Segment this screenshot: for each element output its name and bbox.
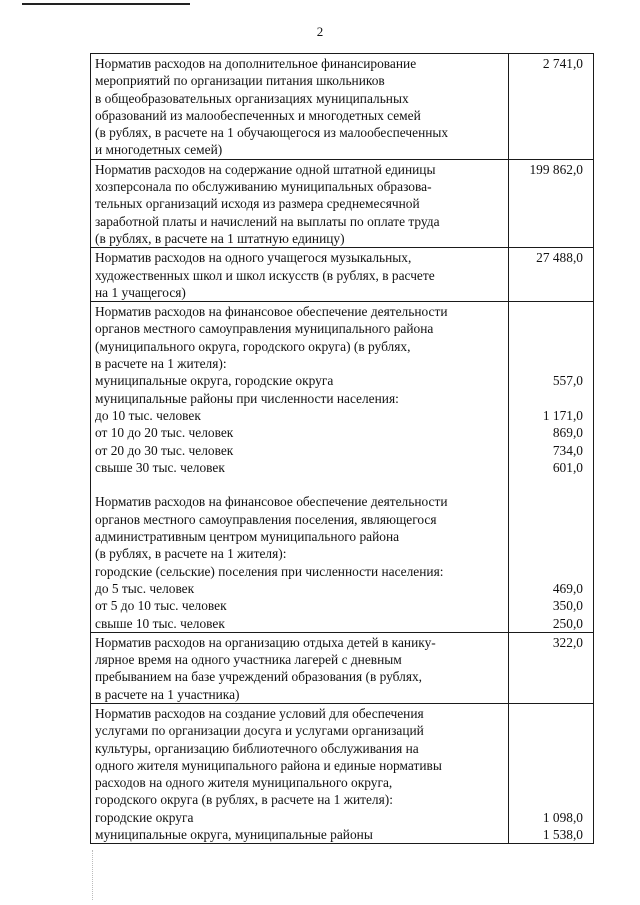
table-body	[91, 54, 594, 844]
blank-line	[513, 355, 583, 372]
table-row	[91, 703, 594, 843]
table-row	[91, 302, 594, 633]
blank-line	[513, 791, 583, 808]
blank-line	[513, 303, 583, 320]
description-line: Норматив расходов на дополнительное финансирование	[95, 56, 417, 71]
norm-value: 2 741,0	[542, 56, 583, 71]
description-line: Норматив расходов на финансовое обеспечение деятельности	[95, 304, 448, 320]
table-row	[91, 54, 594, 160]
description-line: от 5 до 10 тыс. человек	[95, 598, 227, 614]
top-rule	[22, 3, 190, 5]
description-line: тельных организаций исходя из размера среднемесячной	[95, 196, 420, 212]
norm-value: 869,0	[552, 425, 583, 441]
norm-description-cell	[91, 302, 509, 633]
description-line: административным центром муниципального района	[95, 529, 400, 545]
description-line: свыше 10 тыс. человек	[95, 615, 225, 631]
description-line: (в рублях, в расчете на 1 обучающегося из малообеспеченных	[95, 125, 449, 141]
norm-value-cell	[509, 632, 594, 703]
blank-line	[95, 476, 504, 493]
blank-line	[513, 338, 583, 355]
norm-value: 250,0	[552, 615, 583, 631]
description-line: от 10 до 20 тыс. человек	[95, 425, 234, 441]
description-line: на 1 учащегося)	[95, 284, 186, 300]
description-line: лярное время на одного участника лагерей с дневным	[95, 652, 402, 668]
description-line: до 10 тыс. человек	[95, 407, 201, 423]
description-line: (в рублях, в расчете на 1 жителя):	[95, 546, 287, 562]
blank-line	[513, 722, 583, 739]
norm-value-cell	[509, 159, 594, 247]
description-line: городского округа (в рублях, в расчете на 1 жителя):	[95, 792, 393, 808]
norm-description-cell	[91, 159, 509, 247]
norm-value: 1 098,0	[542, 809, 583, 825]
description-line: и многодетных семей)	[95, 142, 223, 158]
table-row	[91, 632, 594, 703]
description-line: городские округа	[95, 809, 194, 825]
table-row	[91, 248, 594, 302]
norm-value: 601,0	[552, 459, 583, 475]
description-line: муниципальные округа, муниципальные районы	[95, 827, 373, 843]
description-line: художественных школ и школ искусств (в рублях, в расчете	[95, 267, 435, 283]
description-line: в расчете на 1 жителя):	[95, 356, 227, 372]
blank-line	[513, 757, 583, 774]
description-line: в общеобразовательных организациях муниципальных	[95, 90, 409, 106]
blank-line	[513, 774, 583, 791]
blank-line	[513, 705, 583, 722]
description-line: от 20 до 30 тыс. человек	[95, 442, 234, 458]
norm-value: 734,0	[552, 442, 583, 458]
description-line: Норматив расходов на создание условий для обеспечения	[95, 705, 424, 721]
description-line: муниципальные округа, городские округа	[95, 373, 334, 389]
norm-value-cell	[509, 302, 594, 633]
norm-value: 1 171,0	[542, 407, 583, 423]
blank-line	[513, 390, 583, 407]
description-line: расходов на одного жителя муниципального округа,	[95, 775, 393, 791]
description-line: органов местного самоуправления муниципального района	[95, 321, 434, 337]
blank-line	[513, 740, 583, 757]
description-line: городские (сельские) поселения при численности населения:	[95, 563, 444, 579]
norm-value: 1 538,0	[542, 827, 583, 843]
description-line: Норматив расходов на финансовое обеспечение деятельности	[95, 494, 448, 510]
description-line: заработной платы и начислений на выплаты по оплате труда	[95, 213, 440, 229]
description-line: культуры, организацию библиотечного обслуживания на	[95, 740, 419, 756]
description-line: Норматив расходов на одного учащегося музыкальных,	[95, 250, 412, 266]
norm-description-cell	[91, 632, 509, 703]
blank-line	[513, 563, 583, 580]
norm-value: 322,0	[552, 634, 583, 650]
norm-description-cell	[91, 248, 509, 302]
description-line: в расчете на 1 участника)	[95, 686, 240, 702]
norm-value: 350,0	[552, 598, 583, 614]
description-line: свыше 30 тыс. человек	[95, 459, 225, 475]
blank-line	[513, 493, 583, 510]
blank-line	[513, 545, 583, 562]
norm-value-cell	[509, 248, 594, 302]
description-line: пребыванием на базе учреждений образования (в рублях,	[95, 669, 423, 685]
description-line: (муниципального округа, городского округа) (в рублях,	[95, 338, 411, 354]
norm-value-cell	[509, 54, 594, 160]
norm-value: 469,0	[552, 580, 583, 596]
norm-value-cell	[509, 703, 594, 843]
description-line: образований из малообеспеченных и многодетных семей	[95, 107, 421, 123]
description-line: (в рублях, в расчете на 1 штатную единицу)	[95, 230, 345, 246]
blank-line	[513, 511, 583, 528]
description-line: муниципальные районы при численности населения:	[95, 390, 399, 406]
table-row	[91, 159, 594, 247]
description-line: мероприятий по организации питания школьников	[95, 73, 385, 89]
description-line: услугами по организации досуга и услугами организаций	[95, 723, 424, 739]
page-number: 2	[316, 24, 324, 39]
scan-artifact	[92, 850, 95, 900]
description-line: одного жителя муниципального района и единые нормативы	[95, 757, 442, 773]
blank-line	[513, 528, 583, 545]
description-line: органов местного самоуправления поселения, являющегося	[95, 511, 437, 527]
norm-description-cell	[91, 703, 509, 843]
blank-line	[513, 476, 583, 493]
description-line: Норматив расходов на содержание одной штатной единицы	[95, 161, 436, 177]
norm-value: 557,0	[552, 373, 583, 389]
norm-value: 199 862,0	[529, 161, 583, 177]
description-line: до 5 тыс. человек	[95, 580, 195, 596]
expense-norms-table	[90, 53, 594, 844]
description-line: хозперсонала по обслуживанию муниципальных образова-	[95, 179, 432, 195]
norm-description-cell	[91, 54, 509, 160]
description-line: Норматив расходов на организацию отдыха детей в канику-	[95, 634, 436, 650]
norm-value: 27 488,0	[536, 250, 583, 266]
blank-line	[513, 320, 583, 337]
